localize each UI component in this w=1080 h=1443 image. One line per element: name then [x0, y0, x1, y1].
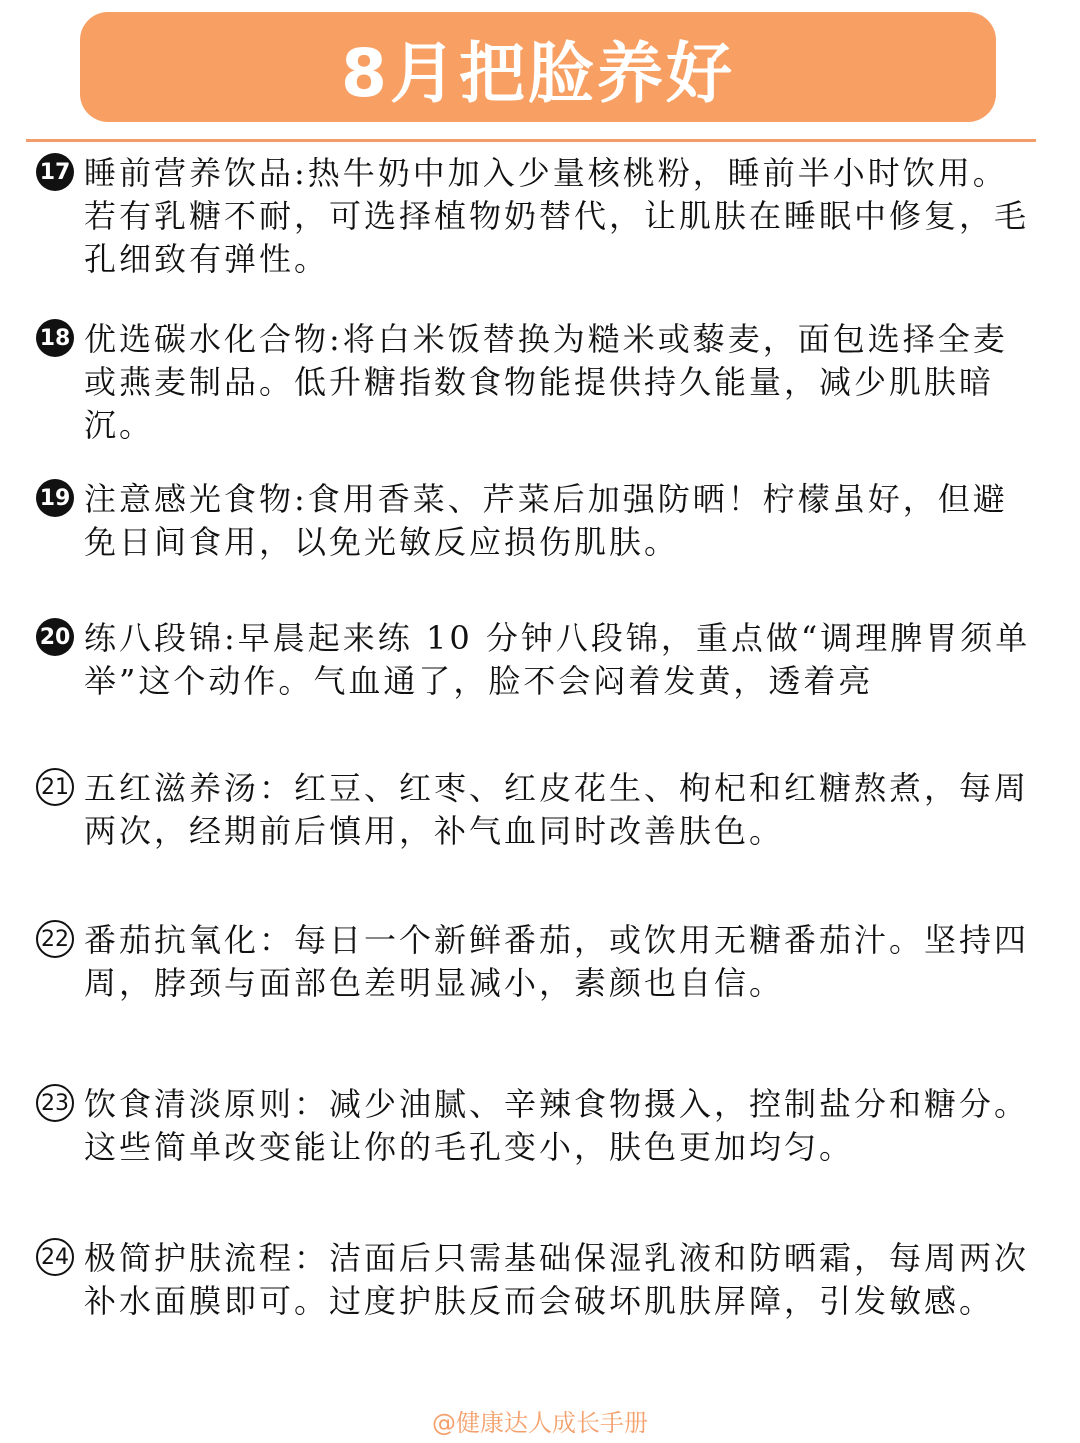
tip-item-19	[36, 478, 1036, 564]
tip-heading: 饮食清淡原则：	[84, 1085, 330, 1123]
number-badge: 24	[36, 1238, 74, 1276]
tip-text: 减少油腻、辛辣食物摄入，控制盐分和糖分。这些简单改变能让你的毛孔变小，肤色更加均匀。	[84, 1085, 1030, 1166]
tip-heading: 练八段锦:	[84, 619, 238, 657]
page-title: 8月把脸养好	[341, 34, 735, 112]
tip-text: 红豆、红枣、红皮花生、枸杞和红糖熬煮，每周两次，经期前后慎用，补气血同时改善肤色。	[84, 769, 1030, 850]
tip-heading: 五红滋养汤：	[84, 769, 295, 807]
tip-item-18	[36, 318, 1036, 447]
tip-item-21	[36, 767, 1036, 853]
tip-item-20	[36, 617, 1036, 703]
tip-heading: 睡前营养饮品:	[84, 154, 308, 192]
tip-text: 食用香菜、芹菜后加强防晒！柠檬虽好，但避免日间食用，以免光敏反应损伤肌肤。	[84, 480, 1008, 561]
tip-body	[84, 767, 1036, 853]
number-badge: 23	[36, 1084, 74, 1122]
tip-body	[84, 1083, 1036, 1169]
tip-text: 早晨起来练 10 分钟八段锦，重点做“调理脾胃须单举”这个动作。气血通了，脸不会闷着发黄，透着亮	[84, 619, 1031, 700]
tip-text: 每日一个新鲜番茄，或饮用无糖番茄汁。坚持四周，脖颈与面部色差明显减小，素颜也自信。	[84, 921, 1030, 1002]
number-badge: 17	[36, 153, 74, 191]
tip-body	[84, 318, 1036, 447]
tip-body	[84, 617, 1036, 703]
author-watermark: @健康达人成长手册	[432, 1409, 648, 1437]
number-badge: 19	[36, 479, 74, 517]
tip-heading: 极简护肤流程：	[84, 1239, 330, 1277]
number-badge: 22	[36, 920, 74, 958]
tip-body	[84, 478, 1036, 564]
tip-body	[84, 152, 1036, 281]
tip-item-23	[36, 1083, 1036, 1169]
tip-heading: 优选碳水化合物:	[84, 320, 343, 358]
tip-text: 洁面后只需基础保湿乳液和防晒霜，每周两次补水面膜即可。过度护肤反而会破坏肌肤屏障，引发敏感。	[84, 1239, 1030, 1320]
header-divider	[26, 139, 1036, 142]
title-banner	[80, 12, 996, 122]
tip-body	[84, 919, 1036, 1005]
tip-body	[84, 1237, 1036, 1323]
number-badge: 20	[36, 618, 74, 656]
number-badge: 18	[36, 319, 74, 357]
tip-heading: 注意感光食物:	[84, 480, 308, 518]
tip-item-22	[36, 919, 1036, 1005]
tip-item-24	[36, 1237, 1036, 1323]
tip-item-17	[36, 152, 1036, 281]
tip-heading: 番茄抗氧化：	[84, 921, 295, 959]
tip-text: 热牛奶中加入少量核桃粉，睡前半小时饮用。若有乳糖不耐，可选择植物奶替代，让肌肤在睡眠中修复，毛孔细致有弹性。	[84, 154, 1030, 278]
number-badge: 21	[36, 768, 74, 806]
tip-text: 将白米饭替换为糙米或藜麦，面包选择全麦或燕麦制品。低升糖指数食物能提供持久能量，减少肌肤暗沉。	[84, 320, 1008, 444]
